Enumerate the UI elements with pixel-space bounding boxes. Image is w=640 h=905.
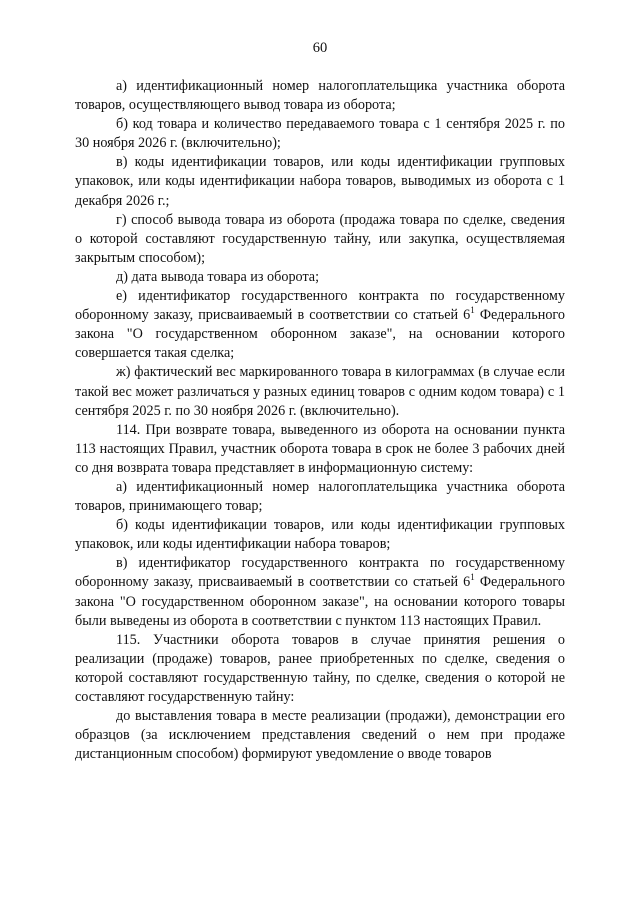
paragraph-113-e	[75, 287, 565, 363]
paragraph-114-v-text: в) идентификатор государственного контракта по государственному оборонному заказу, присваиваемый в соответствии со статьей 6	[75, 555, 565, 591]
paragraph-113-d: д) дата вывода товара из оборота;	[116, 268, 320, 285]
paragraph-114-b: б) коды идентификации товаров, или коды идентификации групповых упаковок, или коды идентификации набора товаров;	[75, 517, 565, 553]
paragraph-114: 114. При возврате товара, выведенного из оборота на основании пункта 113 настоящих Правил, участник оборота товара в срок не более 3 рабочих дней со дня возврата товара представляет в информационную систему:	[75, 421, 565, 476]
footnote-superscript: 1	[470, 305, 475, 316]
footnote-superscript: 1	[470, 572, 475, 583]
paragraph-113-zh: ж) фактический вес маркированного товара в килограммах (в случае если такой вес может различаться у разных единиц товаров с одним кодом товара) с 1 сентября 2025 г. по 30 ноября 2026 г. (включительно).	[75, 364, 565, 419]
paragraph-113-b: б) код товара и количество передаваемого товара с 1 сентября 2025 г. по 30 ноября 2026 г. (включительно);	[75, 116, 565, 152]
paragraph-113-g: г) способ вывода товара из оборота (продажа товара по сделке, сведения о которой составляют государственную тайну, или закупка, осуществляемая закрытым способом);	[75, 211, 565, 266]
document-body	[75, 77, 565, 764]
paragraph-115: 115. Участники оборота товаров в случае принятия решения о реализации (продаже) товаров, ранее приобретенных по сделке, сведения о которой составляют государственную тайну, по сделке, сведения о которой не составляют государственную тайну:	[75, 631, 565, 705]
paragraph-114-a: а) идентификационный номер налогоплательщика участника оборота товаров, принимающего товар;	[75, 478, 565, 515]
paragraph-113-v: в) коды идентификации товаров, или коды идентификации групповых упаковок, или коды идентификации набора товаров, выводимых из оборота с 1 декабря 2026 г.;	[75, 154, 565, 209]
page-number: 60	[312, 40, 328, 56]
paragraph-114-v-text-cont: Федерального закона "О государственном оборонном заказе", на основании которого товары были выведены из оборота в соответствии с пунктом 113 настоящих Правил.	[75, 574, 565, 629]
paragraph-115-first-item: до выставления товара в месте реализации (продажи), демонстрации его образцов (за исключением представления сведений о нем при продаже дистанционным способом) формируют уведомление о вводе товаров	[75, 708, 565, 763]
paragraph-114-v	[75, 554, 565, 630]
paragraph-113-e-text: е) идентификатор государственного контракта по государственному оборонному заказу, присваиваемый в соответствии со статьей 6	[75, 288, 565, 324]
paragraph-113-e-text-cont: Федерального закона "О государственном оборонном заказе", на основании которого совершается такая сделка;	[75, 307, 565, 362]
paragraph-113-a: а) идентификационный номер налогоплательщика участника оборота товаров, осуществляющего вывод товара из оборота;	[75, 78, 565, 114]
